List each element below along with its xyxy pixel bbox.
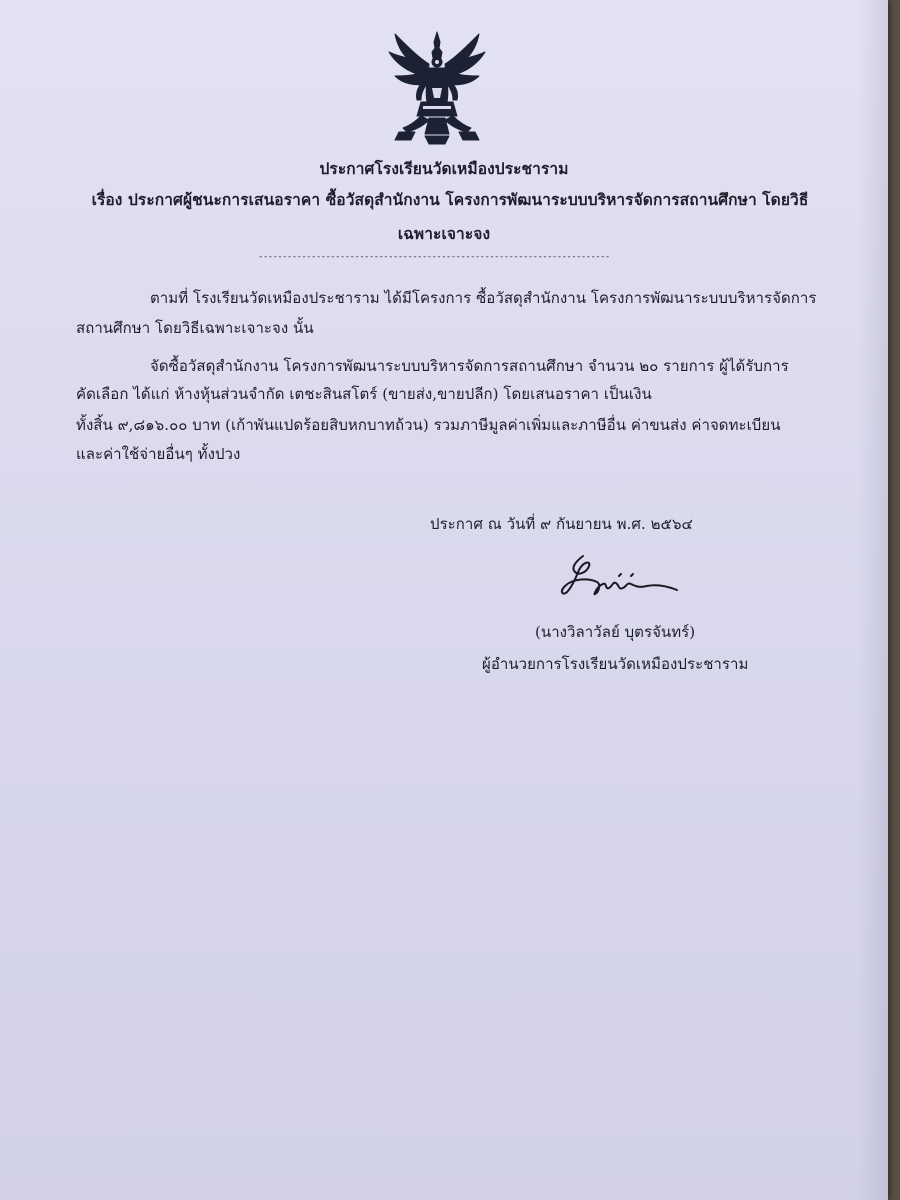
handwritten-signature-icon	[553, 552, 683, 610]
announcement-date: ประกาศ ณ วันที่ ๙ กันยายน พ.ศ. ๒๕๖๔	[430, 515, 693, 533]
paragraph-2-line-4: และค่าใช้จ่ายอื่นๆ ทั้งปวง	[76, 445, 241, 463]
subject-line-2: เฉพาะเจาะจง	[397, 224, 491, 243]
subject-line-1: เรื่อง ประกาศผู้ชนะการเสนอราคา ซื้อวัสดุสำนักงาน โครงการพัฒนาระบบบริหารจัดการสถานศึกษา โดยวิธี	[91, 190, 809, 209]
announcement-title: ประกาศโรงเรียนวัดเหมืองประชาราม	[319, 159, 569, 178]
paragraph-2-line-2: คัดเลือก ได้แก่ ห้างหุ้นส่วนจำกัด เตชะสินสโตร์ (ขายส่ง,ขายปลีก) โดยเสนอราคา เป็นเงิน	[76, 385, 652, 403]
divider-line: -------------------------------------------------------------------------	[258, 252, 610, 262]
paragraph-1-line-2: สถานศึกษา โดยวิธีเฉพาะเจาะจง นั้น	[76, 319, 314, 337]
paragraph-2-line-3: ทั้งสิ้น ๙,๘๑๖.๐๐ บาท (เก้าพันแปดร้อยสิบหกบาทถ้วน) รวมภาษีมูลค่าเพิ่มและภาษีอื่น ค่าขนส่ง ค่าจดทะเบียน	[76, 416, 781, 434]
paragraph-2-line-1: จัดซื้อวัสดุสำนักงาน โครงการพัฒนาระบบบริหารจัดการสถานศึกษา จำนวน ๒๐ รายการ ผู้ได้รับการ	[150, 357, 789, 375]
signer-position: ผู้อำนวยการโรงเรียนวัดเหมืองประชาราม	[482, 655, 749, 673]
garuda-emblem-icon	[385, 28, 489, 146]
paragraph-1-line-1: ตามที่ โรงเรียนวัดเหมืองประชาราม ได้มีโครงการ ซื้อวัสดุสำนักงาน โครงการพัฒนาระบบบริหารจัดการ	[150, 289, 817, 307]
signer-name: (นางวิลาวัลย์ บุตรจันทร์)	[535, 623, 696, 641]
